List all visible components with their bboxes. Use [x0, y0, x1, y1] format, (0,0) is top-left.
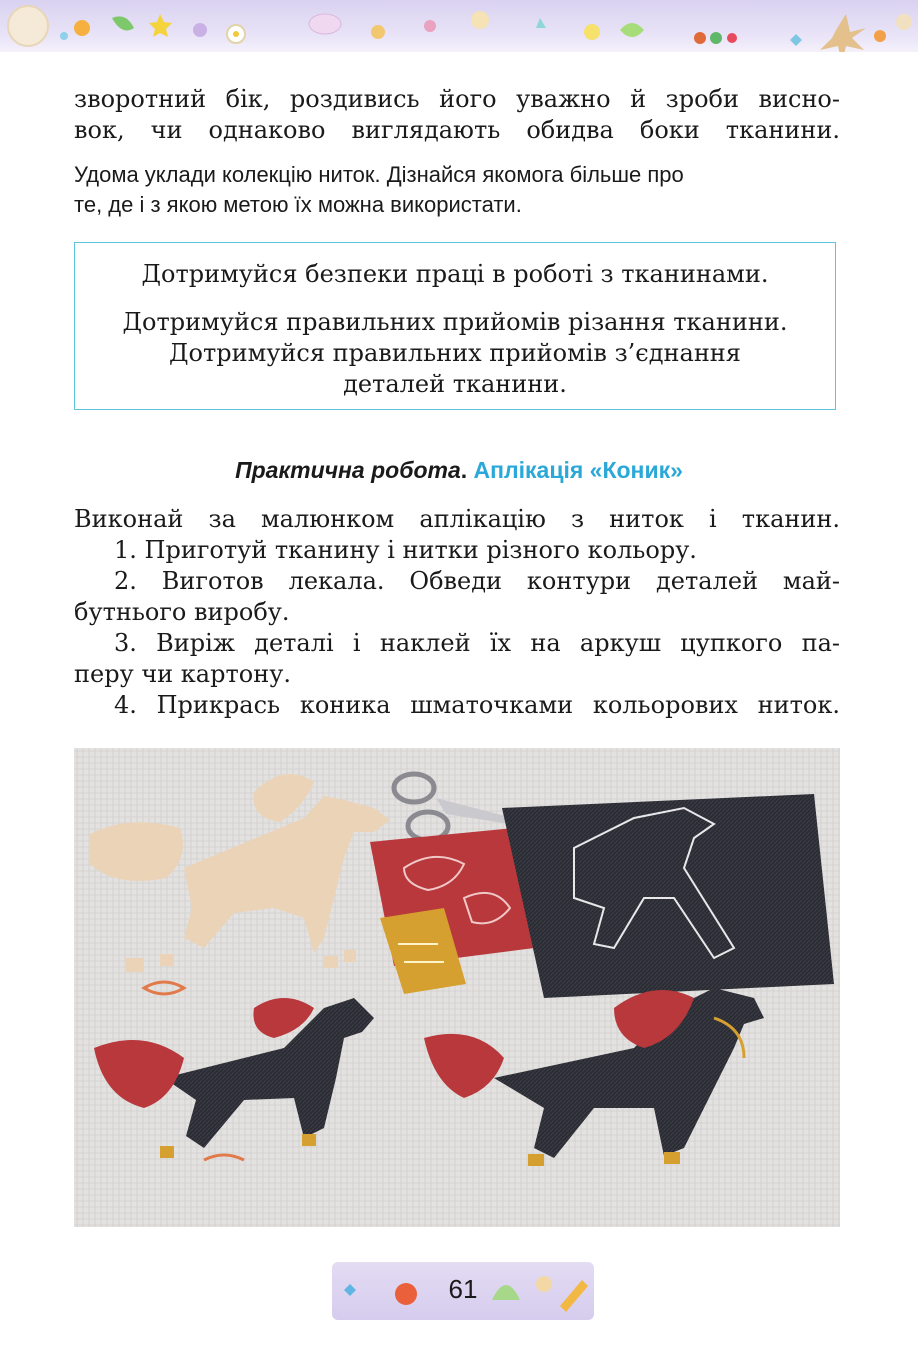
denim-fabric-piece [502, 794, 834, 998]
step-3-line-2: перу чи картону. [74, 660, 291, 688]
safety-rule-3-line-2: деталей тканини. [343, 370, 567, 398]
step-4: 4. Прикрась коника шматочками кольорових ниток. [114, 691, 840, 719]
step-2-line-2: бутнього виробу. [74, 598, 290, 626]
flower-ornament-icon [0, 0, 918, 52]
step-3-line-1: 3. Виріж деталі і наклей їх на аркуш цупкого па- [114, 629, 840, 657]
page-number: 61 [448, 1274, 478, 1304]
practical-intro: Виконай за малюнком аплікацію з ниток і тканин. [74, 505, 840, 533]
step-2-line-1: 2. Виготов лекала. Обведи контури деталей май- [114, 567, 840, 595]
heading-separator: . [460, 457, 474, 483]
step-1: 1. Приготуй тканину і нитки різного кольору. [114, 536, 697, 564]
safety-rule-1: Дотримуйся безпеки праці в роботі з тканинами. [141, 260, 769, 288]
homework-line-2: те, де і з якою метою їх можна використати. [74, 192, 522, 217]
intro-line-1: зворотний бік, роздивись його уважно й зроби висно- [74, 85, 840, 113]
horse-applique-picture [74, 748, 840, 1227]
practical-work-heading [0, 457, 918, 484]
safety-rule-3-line-1: Дотримуйся правильних прийомів з’єднання [169, 339, 741, 367]
safety-rule-2: Дотримуйся правильних прийомів різання тканини. [122, 308, 788, 336]
safety-rules-box [74, 242, 836, 410]
homework-line-1: Удома уклади колекцію ниток. Дізнайся якомога більше про [74, 162, 684, 187]
practical-work-label: Практична робота [235, 457, 461, 483]
horse-applique-illustration [74, 748, 840, 1227]
intro-line-2: вок, чи однаково виглядають обидва боки тканини. [74, 116, 840, 144]
decorative-top-border [0, 0, 918, 52]
page-footer [332, 1262, 594, 1320]
practical-work-topic: Аплікація «Коник» [473, 457, 683, 483]
